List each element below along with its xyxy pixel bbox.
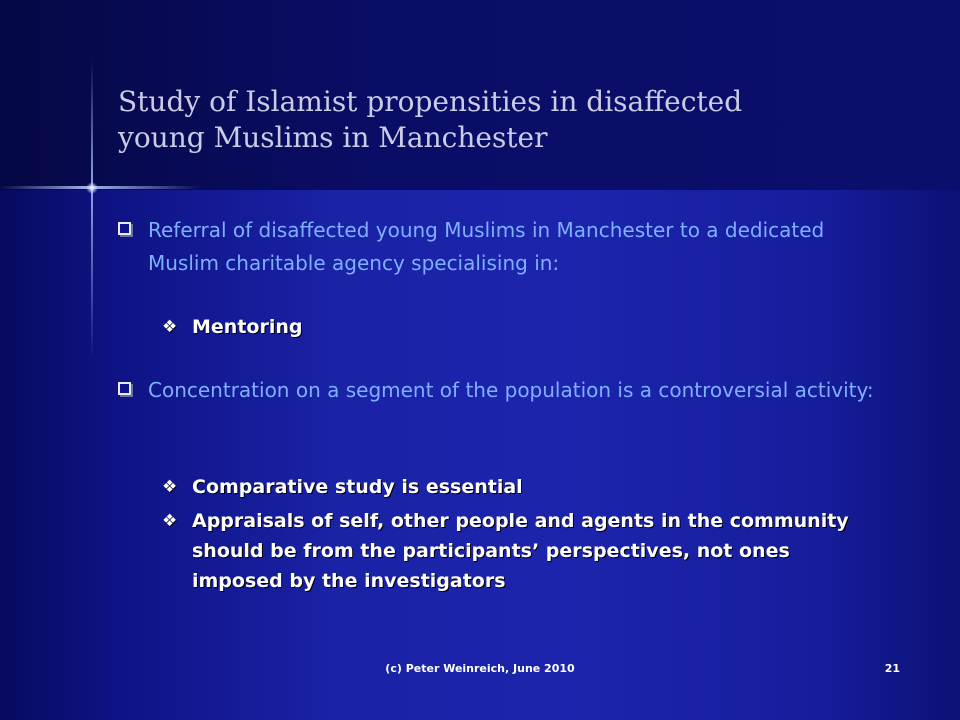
- light-flare-horizontal: [0, 186, 200, 189]
- subitem-text: Appraisals of self, other people and agents in the community should be from the participants’ perspectives, not ones imposed by the investigators: [192, 510, 849, 592]
- subitem-text: Comparative study is essential: [192, 476, 523, 498]
- subitem-text: Mentoring: [192, 316, 303, 338]
- slide-title-line: Study of Islamist propensities in disaffected: [118, 85, 743, 118]
- hollow-square-bullet-icon: [118, 222, 131, 235]
- slide-footer: (c) Peter Weinreich, June 2010: [385, 662, 575, 675]
- subitem-mentoring: [162, 312, 862, 342]
- slide-page-number: 21: [884, 662, 900, 675]
- slide-title-line: young Muslims in Manchester: [118, 121, 548, 154]
- bullet-concentration: [118, 374, 898, 407]
- diamond-star-bullet-icon: ❖: [162, 477, 178, 497]
- subitem-appraisals: [162, 506, 862, 596]
- bullet-text: Referral of disaffected young Muslims in Manchester to a dedicated Muslim charitable agency specialising in:: [148, 218, 825, 275]
- light-flare-vertical: [91, 60, 93, 360]
- bullet-referral: [118, 214, 898, 280]
- slide-title: [118, 84, 898, 156]
- hollow-square-bullet-icon: [118, 382, 131, 395]
- bullet-text: Concentration on a segment of the population is a controversial activity:: [148, 378, 874, 402]
- subitem-comparative-study: [162, 472, 862, 502]
- light-flare-star: [86, 182, 98, 194]
- diamond-star-bullet-icon: ❖: [162, 511, 178, 531]
- diamond-star-bullet-icon: ❖: [162, 317, 178, 337]
